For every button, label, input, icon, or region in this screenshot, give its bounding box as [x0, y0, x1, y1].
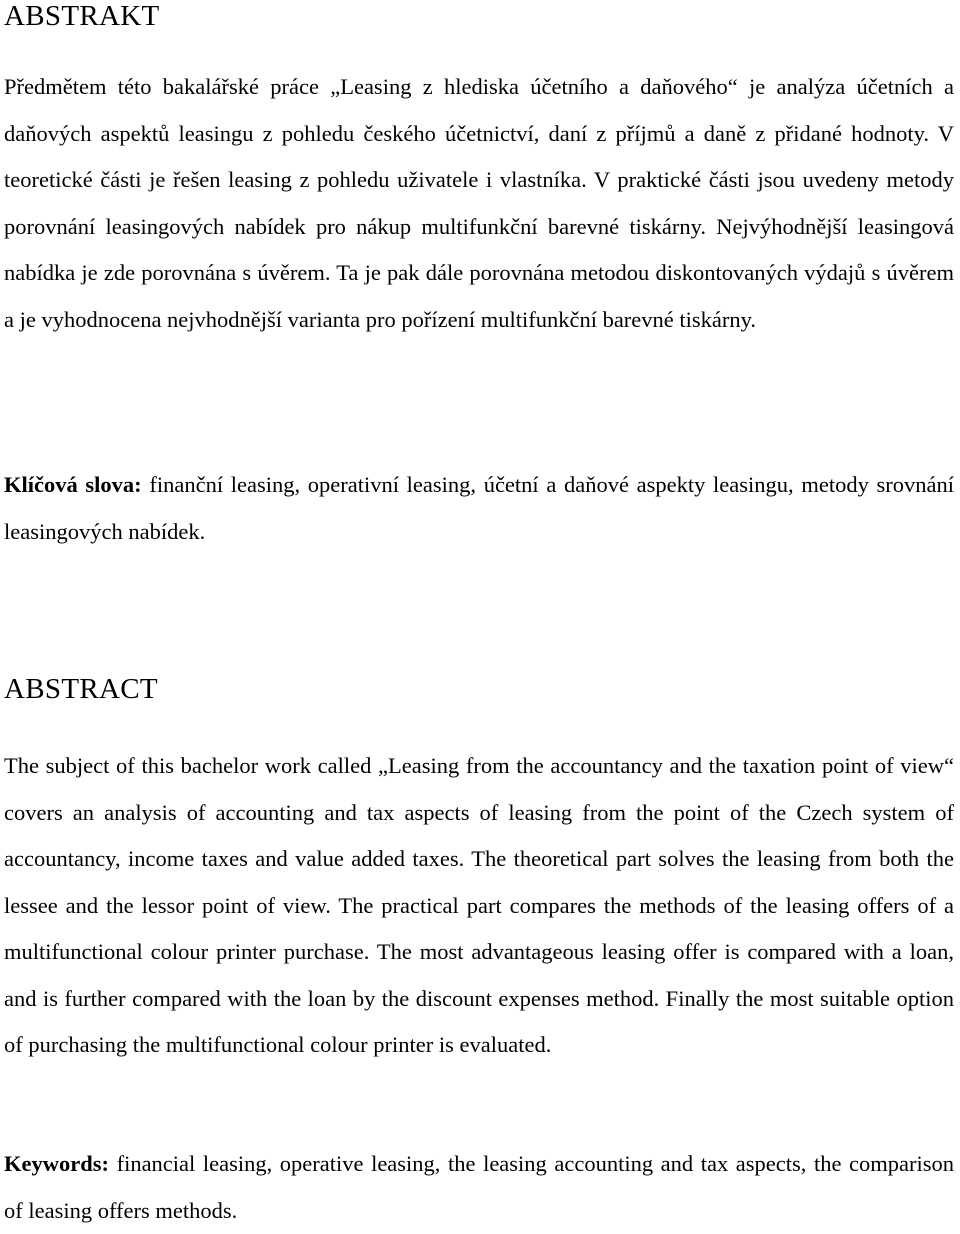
- czech-abstract-heading: ABSTRAKT: [4, 0, 160, 32]
- english-abstract-heading: ABSTRACT: [4, 673, 158, 705]
- czech-keywords-text: finanční leasing, operativní leasing, účetní a daňové aspekty leasingu, metody srovnání leasingových nabídek.: [4, 472, 954, 544]
- english-keywords-text: financial leasing, operative leasing, the leasing accounting and tax aspects, the comparison of leasing offers methods.: [4, 1151, 954, 1223]
- czech-abstract-text: Předmětem této bakalářské práce „Leasing z hlediska účetního a daňového“ je analýza účetních a daňových aspektů leasingu z pohledu českého účetnictví, daní z příjmů a daně z přidané hodnoty. V teoretické části je řešen leasing z pohledu uživatele i vlastníka. V praktické části jsou uvedeny metody porovnání leasingových nabídek pro nákup multifunkční barevné tiskárny. Nejvýhodnější leasingová nabídka je zde porovnána s úvěrem. Ta je pak dále porovnána metodou diskontovaných výdajů s úvěrem a je vyhodnocena nejvhodnější varianta pro pořízení multifunkční barevné tiskárny.: [4, 74, 954, 332]
- czech-keywords-label: Klíčová slova:: [4, 472, 142, 497]
- english-abstract-text: The subject of this bachelor work called „Leasing from the accountancy and the taxation point of view“ covers an analysis of accounting and tax aspects of leasing from the point of the Czech system of accountancy, income taxes and value added taxes. The theoretical part solves the leasing from both the lessee and the lessor point of view. The practical part compares the methods of the leasing offers of a multifunctional colour printer purchase. The most advantageous leasing offer is compared with a loan, and is further compared with the loan by the discount expenses method. Finally the most suitable option of purchasing the multifunctional colour printer is evaluated.: [4, 753, 954, 1057]
- english-keywords-label: Keywords:: [4, 1151, 109, 1176]
- english-keywords-paragraph: [4, 1141, 954, 1234]
- czech-keywords-paragraph: [4, 462, 954, 555]
